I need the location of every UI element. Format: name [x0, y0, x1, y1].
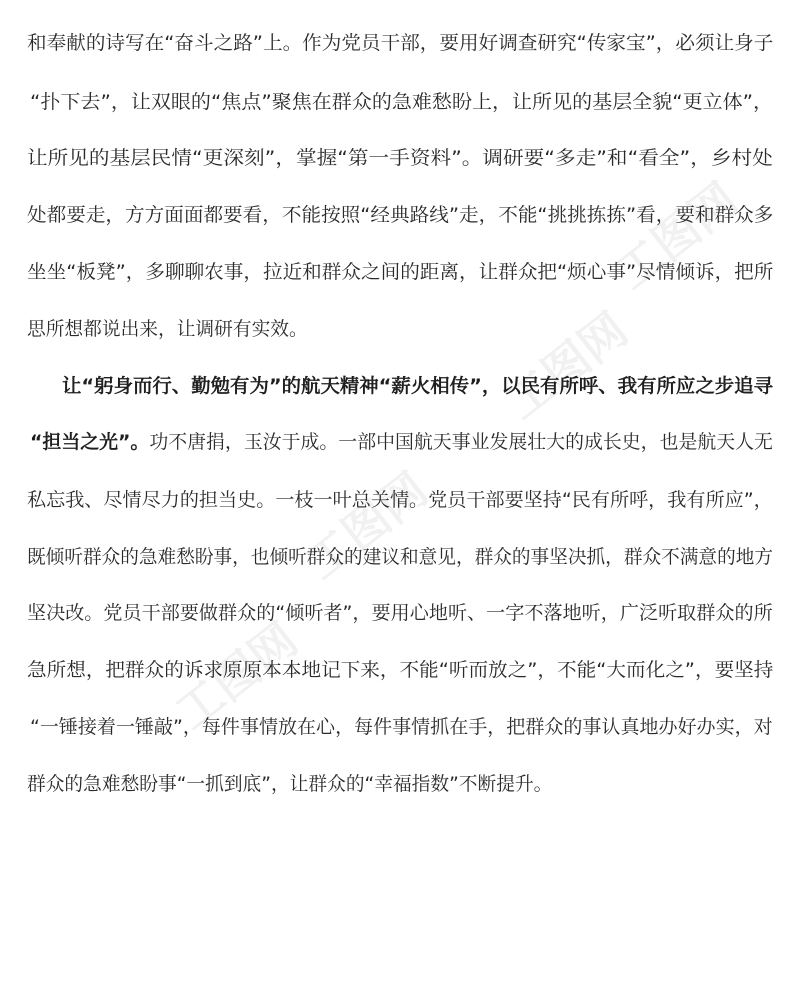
text-line-content: 和奉献的诗写在“奋斗之路”上。作为党员干部，要用好调查研究“传家宝”，必须让身子 [27, 32, 774, 54]
watermark: 工图网 [295, 462, 438, 590]
text-line-content: 坐坐“板凳”，多聊聊农事，拉近和群众之间的距离，让群众把“烦心事”尽情倾诉，把所 [27, 261, 774, 283]
text-line-content: “扑下去”，让双眼的“焦点”聚焦在群众的急难愁盼上，让所见的基层全貌“更立体”， [30, 91, 774, 113]
text-line-content: 坚决改。党员干部要做群众的“倾听者”，要用心地听、一字不落地听，广泛听取群众的所 [27, 602, 773, 624]
text-line-content: 群众的急难愁盼事“一抓到底”，让群众的“幸福指数”不断提升。 [27, 773, 553, 795]
text-line-content: 既倾听群众的急难愁盼事，也倾听群众的建议和意见，群众的事坚决抓，群众不满意的地方 [27, 546, 774, 568]
watermark: 工图网 [605, 172, 748, 300]
watermark: 工图网 [495, 302, 638, 430]
text-line-bold: “担当之光”。 [30, 431, 150, 453]
text-line-content: “一锤接着一锤敲”，每件事情放在心，每件事情抓在手，把群众的事认真地办好办实，对 [30, 716, 773, 738]
text-line-content: 处都要走，方方面面都要看，不能按照“经典路线”走，不能“挑挑拣拣”看，要和群众多 [27, 204, 774, 226]
text-line-content: 让所见的基层民情“更深刻”，掌握“第一手资料”。调研要“多走”和“看全”，乡村处 [27, 147, 773, 169]
text-line-content: 私忘我、尽情尽力的担当史。一枝一叶总关情。党员干部要坚持“民有所呼，我有所应”， [27, 489, 773, 511]
text-line-rest: 功不唐捐，玉汝于成。一部中国航天事业发展壮大的成长史，也是航天人无 [149, 431, 773, 453]
watermark: 工图网 [165, 612, 308, 740]
text-line-content: 让“躬身而行、勤勉有为”的航天精神“薪火相传”，以民有所呼、我有所应之步追寻 [62, 375, 773, 397]
text-line-content: 思所想都说出来，让调研有实效。 [27, 318, 308, 340]
text-line-content: 急所想，把群众的诉求原原本本地记下来，不能“听而放之”，不能“大而化之”，要坚持 [27, 659, 774, 681]
